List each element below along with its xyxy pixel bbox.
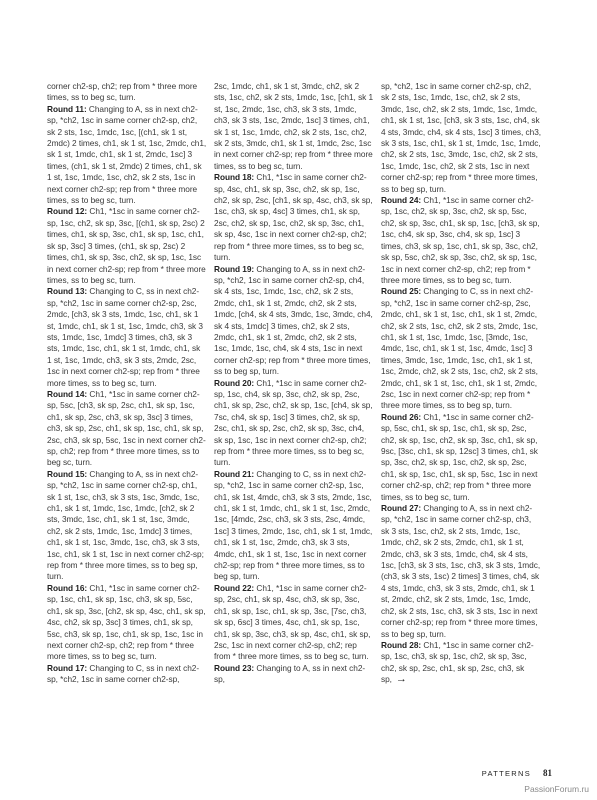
- round-instructions: sp, *ch2, 1sc in same corner ch2-sp, ch2, sk 2 sts, 1sc, 1mdc, 1sc, ch2, sk 2 sts, 3mdc, 1sc, ch2, sk 2 sts, 1mdc, 1sc, 1mdc, ch1, sk 1 st, 1sc, [ch3, sk 3 sts, 1sc, ch4, sk 4 sts, 3mdc, ch4, sk 4 sts, 1sc] 3 times, ch3, sk 3 sts, 1sc, ch1, sk 1 st, 1mdc, 1sc, 1mdc, ch2, sk 2 sts, 1sc, 3mdc, 1sc, ch2, sk 2 sts, 1sc, 1mdc, 1sc, ch2, sk 2 sts, 1sc in next corner ch2-sp; rep from * three more times, ss to beg sp, turn.: [381, 81, 542, 194]
- round-label: Round 14:: [47, 388, 88, 399]
- round-label: Round 19:: [214, 263, 255, 274]
- pattern-paragraph: [381, 195, 541, 286]
- round-instructions: Ch1, *1sc in same corner ch2-sp, 1sc, ch4, sk sp, 3sc, ch2, sk sp, 2sc, ch1, sk sp, 2sc, ch2, sk sp, 1sc, [ch4, sk sp, 7sc, ch4, sk sp, 1sc] 3 times, ch2, sk sp, 2sc, ch1, sk sp, 2sc, ch2, sk sp, 3sc, ch4, sk sp, 1sc, 1sc in next corner ch2-sp, ch2; rep from * three more times, ss to beg sc, turn.: [214, 377, 373, 468]
- round-instructions: 2sc, 1mdc, ch1, sk 1 st, 3mdc, ch2, sk 2 sts, 1sc, ch2, sk 2 sts, 1mdc, 1sc, [ch1, sk 1 st, 1sc, 2mdc, 1sc, ch3, sk 3 sts, 1mdc, ch3, sk 3 sts, 1sc, 2mdc, 1sc] 3 times, ch1, sk 1 st, 1sc, 1mdc, ch2, sk 2 sts, 1sc, ch2, sk 2 sts, 3mdc, ch1, sk 1 st, 1mdc, 2sc, 1sc in next corner ch2-sp; rep from * three more times, ss to beg sc, turn.: [214, 81, 374, 171]
- round-instructions: Changing to A, ss in next ch2-sp,: [214, 662, 366, 685]
- round-instructions: Changing to C, ss in next ch2-sp, *ch2, 1sc in same corner ch2-sp, 1sc, ch1, sk 1st, 4mdc, ch3, sk 3 sts, 2mdc, 1sc, ch1, sk 1 st, 1mdc, ch1, sk 1 st, 1sc, 2mdc, 1sc, [4mdc, 2sc, ch3, sk 3 sts, 2sc, 4mdc, 1sc] 3 times, 2mdc, 1sc, ch1, sk 1 st, 1mdc, ch1, sk 1 st, 1sc, 2mdc, ch3, sk 3 sts, 4mdc, ch1, sk 1 st, 1sc, 1sc in next corner ch2-sp; rep from * three more times, ss to beg sp, turn.: [214, 468, 373, 582]
- round-instructions: Ch1, *1sc in same corner ch2-sp, 5sc, ch1, sk sp, 1sc, ch1, sk sp, 2sc, ch2, sk sp, 1sc, ch2, sk sp, 3sc, ch1, sk sp, 9sc, [3sc, ch1, sk sp, 12sc] 3 times, ch1, sk sp, 3sc, ch2, sk sp, 1sc, ch2, sk sp, 2sc, ch1, sk sp, 1sc, ch1, sk sp, 5sc, 1sc in next corner ch2-sp, ch2; rep from * three more times, ss to beg sc, turn.: [381, 411, 538, 502]
- text-column-1: [47, 81, 207, 686]
- pattern-paragraph: [214, 264, 374, 378]
- round-label: Round 24:: [381, 195, 422, 206]
- page-footer: [0, 769, 597, 783]
- round-label: Round 27:: [381, 503, 422, 514]
- round-label: Round 15:: [47, 468, 88, 479]
- round-instructions: Changing to C, ss in next ch2-sp, *ch2, 1sc in same corner ch2-sp, 2sc, 2mdc, ch1, sk 1 st, 1sc, ch1, sk 1 st, 2mdc, ch2, sk 2 sts, 1sc, ch2, sk 2 sts, 2mdc, 1sc, ch1, sk 1 st, 1sc, 1mdc, 1sc, [3mdc, 1sc, 4mdc, 1sc, ch1, sk 1 st, 1sc, 4mdc, 1sc] 3 times, 3mdc, 1sc, 1mdc, 1sc, ch1, sk 1 st, 1sc, 2mdc, ch2, sk 2 sts, 1sc, ch2, sk 2 sts, 2mdc, ch1, sk 1 st, 1sc, ch1, sk 1 st, 2mdc, 2sc, 1sc in next corner ch2-sp; rep from * three more times, ss to beg sp, turn.: [381, 286, 538, 411]
- round-instructions: Changing to A, ss in next ch2-sp, *ch2, 1sc in same corner ch2-sp, ch1, sk 1 st, 1sc, ch3, sk 3 sts, 1sc, 3mdc, 1sc, ch1, sk 1 st, 1mdc, 1sc, 1mdc, [ch2, sk 2 sts, 3mdc, 1sc, ch1, sk 1 st, 1sc, 3mdc, ch2, sk 2 sts, 1mdc, 1sc, 1mdc] 3 times, ch1, sk 1 st, 1sc, 3mdc, 1sc, ch3, sk 3 sts, 1sc, ch1, sk 1 st, 1sc in next corner ch2-sp; rep from * three more times, ss to beg sp, turn.: [47, 468, 204, 582]
- round-label: Round 20:: [214, 377, 255, 388]
- pattern-paragraph: [47, 206, 207, 286]
- round-label: Round 12:: [47, 206, 88, 217]
- pattern-paragraph: [381, 81, 541, 195]
- round-instructions: Ch1, *1sc in same corner ch2-sp, 2sc, ch1, sk sp, 4sc, ch3, sk sp, 3sc, ch1, sk sp, 1sc, ch1, sk sp, 3sc, [7sc, ch3, sk sp, 6sc] 3 times, 4sc, ch1, sk sp, 1sc, ch1, sk sp, 3sc, ch3, sk sp, 4sc, ch1, sk sp, 2sc, 1sc in next corner ch2-sp, ch2; rep from * three more times, ss to beg sc, turn.: [214, 582, 371, 662]
- round-instructions: Changing to A, ss in next ch2-sp, *ch2, 1sc in same corner ch2-sp, ch2, sk 2 sts, 1sc, 1mdc, 1sc, [(ch1, sk 1 st, 2mdc) 2 times, ch1, sk 1 st, 1sc, 2mdc, ch1, sk 1 st, 1mdc, ch1, sk 1 st, 2mdc, 1sc] 3 times, (ch1, sk 1 st, 2mdc) 2 times, ch1, sk 1 st, 1sc, 1mdc, 1sc, ch2, sk 2 sts, 1sc in next corner ch2-sp; rep from * three more times, ss to beg sc, turn.: [47, 103, 207, 206]
- text-column-2: [214, 81, 374, 686]
- round-label: Round 18:: [214, 172, 255, 183]
- round-label: Round 22:: [214, 582, 255, 593]
- round-instructions: Ch1, *1sc in same corner ch2-sp, 1sc, ch2, sk sp, 3sc, [(ch1, sk sp, 2sc) 2 times, ch1, sk sp, 3sc, ch1, sk sp, 1sc, ch1, sk sp, 3sc] 3 times, (ch1, sk sp, 2sc) 2 times, ch1, sk sp, 3sc, ch2, sk sp, 1sc, 1sc in next corner ch2-sp; rep from * three more times, ss to beg sc, turn.: [47, 206, 206, 285]
- round-label: Round 26:: [381, 411, 422, 422]
- round-label: Round 21:: [214, 468, 255, 479]
- pattern-paragraph: [47, 104, 207, 207]
- round-label: Round 23:: [214, 662, 255, 673]
- round-label: Round 11:: [47, 103, 87, 114]
- round-instructions: Ch1, *1sc in same corner ch2-sp, 1sc, ch2, sk sp, 3sc, ch2, sk sp, 5sc, ch2, sk sp, 3sc, ch1, sk sp, 1sc, [ch3, sk sp, 1sc, ch4, sk sp, 3sc, ch4, sk sp, 1sc] 3 times, ch3, sk sp, 1sc, ch1, sk sp, 3sc, ch2, sk sp, 5sc, ch2, sk sp, 3sc, ch2, sk sp, 1sc, 1sc in next corner ch2-sp, ch2; rep from * three more times, ss to beg sc, turn.: [381, 195, 540, 285]
- page-number: 81: [543, 768, 552, 778]
- round-label: Round 25:: [381, 286, 422, 297]
- section-label: PATTERNS: [481, 769, 531, 778]
- round-instructions: Ch1, *1sc in same corner ch2-sp, 1sc, ch3, sk sp, 1sc, ch2, sk sp, 3sc, ch2, sk sp, 2sc, ch1, sk sp, 2sc, ch3, sk sp,: [381, 639, 534, 685]
- pattern-paragraph: [47, 583, 207, 663]
- round-instructions: corner ch2-sp, ch2; rep from * three more times, ss to beg sc, turn.: [47, 81, 198, 103]
- round-instructions: Ch1, *1sc in same corner ch2-sp, 5sc, [ch3, sk sp, 2sc, ch1, sk sp, 1sc, ch1, sk sp, 2sc, ch3, sk sp, 3sc] 3 times, ch3, sk sp, 2sc, ch1, sk sp, 1sc, ch1, sk sp, 2sc, ch3, sk sp, 5sc, 1sc in next corner ch2-sp, ch2; rep from * three more times, ss to beg sc, turn.: [47, 388, 206, 468]
- round-label: Round 16:: [47, 582, 88, 593]
- pattern-paragraph: [47, 469, 207, 583]
- round-instructions: Changing to C, ss in next ch2-sp, *ch2, 1sc in same corner ch2-sp,: [47, 662, 200, 685]
- watermark-text: PassionForum.ru: [524, 784, 589, 794]
- pattern-paragraph: [47, 663, 207, 686]
- pattern-paragraph: [381, 640, 541, 686]
- continue-arrow-icon: →: [395, 673, 407, 686]
- round-instructions: Changing to A, ss in next ch2-sp, *ch2, 1sc in same corner ch2-sp, ch4, sk 4 sts, 1sc, 1mdc, 1sc, ch2, sk 2 sts, 2mdc, ch1, sk 1 st, 2mdc, ch2, sk 2 sts, 1mdc, [ch4, sk 4 sts, 3mdc, 1sc, 3mdc, ch4, sk 4 sts, 1mdc] 3 times, ch2, sk 2 sts, 2mdc, ch1, sk 1 st, 2mdc, ch2, sk 2 sts, 1sc, 1mdc, 1sc, ch4, sk 4 sts, 1sc in next corner ch2-sp; rep from * three more times, ss to beg sp, turn.: [214, 263, 373, 377]
- pattern-paragraph: [47, 286, 207, 389]
- round-instructions: Changing to A, ss in next ch2-sp, *ch2, 1sc in same corner ch2-sp, ch3, sk 3 sts, 1sc, ch2, sk 2 sts, 1mdc, 1sc, 1mdc, ch2, sk 2 sts, 2mdc, ch1, sk 1 st, 2mdc, ch3, sk 3 sts, 1mdc, ch4, sk 4 sts, 1sc, [ch3, sk 3 sts, 1sc, ch3, sk 3 sts, 1mdc, (ch3, sk 3 sts, 1sc) 2 times] 3 times, ch4, sk 4 sts, 1mdc, ch3, sk 3 sts, 2mdc, ch1, sk 1 st, 2mdc, ch2, sk 2 sts, 1mdc, 1sc, 1mdc, ch2, sk 2 sts, 1sc, ch3, sk 3 sts, 1sc in next corner ch2-sp; rep from * three more times, ss to beg sp, turn.: [381, 503, 541, 639]
- pattern-paragraph: [47, 81, 207, 104]
- pattern-paragraph: [381, 286, 541, 411]
- text-column-3: [381, 81, 541, 686]
- round-instructions: Changing to C, ss in next ch2-sp, *ch2, 1sc in same corner ch2-sp, 2sc, 2mdc, [ch3, sk 3 sts, 1mdc, 1sc, ch1, sk 1 st, 1mdc, ch1, sk 1 st, 1sc, 1mdc, ch3, sk 3 sts, 1mdc, 1sc, 1mdc] 3 times, ch3, sk 3 sts, 1mdc, 1sc, ch1, sk 1 st, 1mdc, ch1, sk 1 st, 1sc, 1mdc, ch3, sk 3 sts, 2mdc, 2sc, 1sc in next corner ch2-sp; rep from * three more times, ss to beg sc, turn.: [47, 286, 203, 388]
- pattern-paragraph: [381, 503, 541, 640]
- round-instructions: Ch1, *1sc in same corner ch2-sp, 4sc, ch1, sk sp, 3sc, ch2, sk sp, 1sc, ch2, sk sp, 2sc, [ch1, sk sp, 4sc, ch3, sk sp, 1sc, ch3, sk sp, 4sc] 3 times, ch1, sk sp, 2sc, ch2, sk sp, 1sc, ch2, sk sp, 3sc, ch1, sk sp, 4sc, 1sc in next corner ch2-sp, ch2; rep from * three more times, ss to beg sc, turn.: [214, 172, 373, 263]
- pattern-paragraph: [214, 469, 374, 583]
- round-label: Round 13:: [47, 286, 88, 297]
- pattern-paragraph: [214, 663, 374, 686]
- round-instructions: Ch1, *1sc in same corner ch2-sp, 1sc, ch1, sk sp, 1sc, ch3, sk sp, 5sc, ch1, sk sp, 3sc, [ch2, sk sp, 4sc, ch1, sk sp, 4sc, ch2, sk sp, 3sc] 3 times, ch1, sk sp, 5sc, ch3, sk sp, 1sc, ch1, sk sp, 1sc, 1sc in next corner ch2-sp, ch2; rep from * three more times, ss to beg sc, turn.: [47, 582, 206, 662]
- round-label: Round 17:: [47, 662, 88, 673]
- pattern-paragraph: [214, 378, 374, 469]
- pattern-paragraph: [47, 389, 207, 469]
- pattern-paragraph: [214, 172, 374, 263]
- round-label: Round 28:: [381, 639, 422, 650]
- pattern-paragraph: [381, 412, 541, 503]
- pattern-paragraph: [214, 81, 374, 172]
- pattern-paragraph: [214, 583, 374, 663]
